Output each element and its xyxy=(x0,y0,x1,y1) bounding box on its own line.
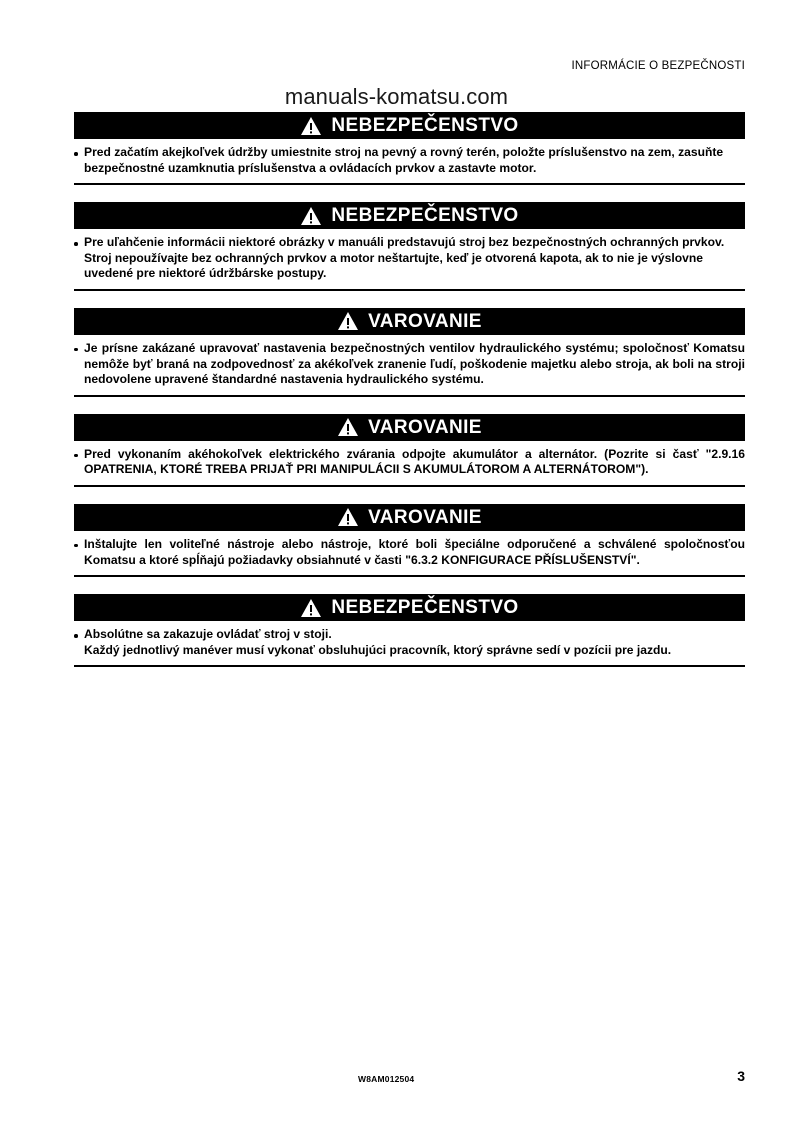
notice-header-bar xyxy=(74,308,745,335)
warning-triangle-icon xyxy=(337,417,359,437)
notice-header-bar xyxy=(74,112,745,139)
notice-body xyxy=(74,531,745,577)
bullet-row xyxy=(74,447,745,478)
bullet-row xyxy=(74,537,745,568)
watermark-text: manuals-komatsu.com xyxy=(284,84,509,109)
bullet-row xyxy=(74,145,745,176)
notice-body xyxy=(74,335,745,397)
notice-text-line2: Každý jednotlivý manéver musí vykonať obsluhujúci pracovník, ktorý správne sedí v pozícii pre jazdu. xyxy=(84,642,672,657)
notice-body xyxy=(74,139,745,185)
notice-text: Pre uľahčenie informácii niektoré obrázky v manuáli predstavujú stroj bez bezpečnostných ochranných prvkov. Stroj nepoužívajte bez ochranných prvkov a motor neštartujte, keď je otvorená kapota, ak to nie je výslovne uvedené pre niektoré údržbárske postupy. xyxy=(84,235,725,281)
notice-text: Pred začatím akejkoľvek údržby umiestnite stroj na pevný a rovný terén, položte príslušenstvo na zem, zasuňte bezpečnostné uzamknutia príslušenstva a ovládacích prvkov a zastavte motor. xyxy=(84,145,724,175)
warning-triangle-icon xyxy=(300,598,322,618)
warning-triangle-icon xyxy=(337,507,359,527)
notice-label: NEBEZPEČENSTVO xyxy=(331,205,519,227)
bullet-dot-icon xyxy=(74,348,84,352)
notice-label: VAROVANIE xyxy=(368,506,482,528)
bullet-row xyxy=(74,341,745,388)
bullet-dot-icon xyxy=(74,152,84,156)
notice-label: VAROVANIE xyxy=(368,416,482,438)
page-number: 3 xyxy=(737,1068,745,1084)
notice-header-bar xyxy=(74,504,745,531)
notice-header-bar xyxy=(74,414,745,441)
bullet-row xyxy=(74,627,745,658)
notice-text: Pred vykonaním akéhokoľvek elektrického zvárania odpojte akumulátor a alternátor. (Pozrite si časť "2.9.16 OPATRENIA, KTORÉ TREBA PRIJAŤ PRI MANIPULÁCII S AKUMULÁTOROM A ALTERNÁTOROM"). xyxy=(84,446,745,477)
bullet-dot-icon xyxy=(74,454,84,458)
warning-triangle-icon xyxy=(300,206,322,226)
notice-block xyxy=(74,202,745,291)
notice-text: Absolútne sa zakazuje ovládať stroj v stoji. xyxy=(84,627,332,642)
bullet-dot-icon xyxy=(74,242,84,246)
bullet-dot-icon xyxy=(74,634,84,638)
notice-block xyxy=(74,594,745,667)
notice-label: VAROVANIE xyxy=(368,310,482,332)
notice-header-bar xyxy=(74,594,745,621)
bullet-dot-icon xyxy=(74,544,84,548)
warning-triangle-icon xyxy=(300,116,322,136)
warning-triangle-icon xyxy=(337,311,359,331)
notice-text: Inštalujte len voliteľné nástroje alebo nástroje, ktoré boli špeciálne odporučené a schválené spoločnosťou Komatsu a ktoré spĺňajú požiadavky obsiahnuté v časti "6.3.2 KONFIGURACE PŘÍSLUŠENSTVÍ". xyxy=(84,536,745,567)
notice-block xyxy=(74,112,745,185)
notice-block xyxy=(74,504,745,577)
notice-block xyxy=(74,308,745,397)
document-code: W8AM012504 xyxy=(358,1074,415,1084)
notice-body xyxy=(74,621,745,667)
notice-text-group xyxy=(84,627,745,658)
notice-header-bar xyxy=(74,202,745,229)
notice-body xyxy=(74,229,745,291)
notice-block xyxy=(74,414,745,487)
notice-list xyxy=(74,112,745,684)
bullet-row xyxy=(74,235,745,282)
running-header: INFORMÁCIE O BEZPEČNOSTI xyxy=(571,60,745,72)
notice-body xyxy=(74,441,745,487)
notice-label: NEBEZPEČENSTVO xyxy=(331,597,519,619)
notice-label: NEBEZPEČENSTVO xyxy=(331,115,519,136)
notice-text: Je prísne zakázané upravovať nastavenia bezpečnostných ventilov hydraulického systému; spoločnosť Komatsu nemôže byť braná na zodpovednosť za akékoľvek zranenie ľudí, poškodenie majetku alebo stroja, ak boli na stroji nedovolene upravené štandardné nastavenia hydraulického systému. xyxy=(84,340,745,387)
